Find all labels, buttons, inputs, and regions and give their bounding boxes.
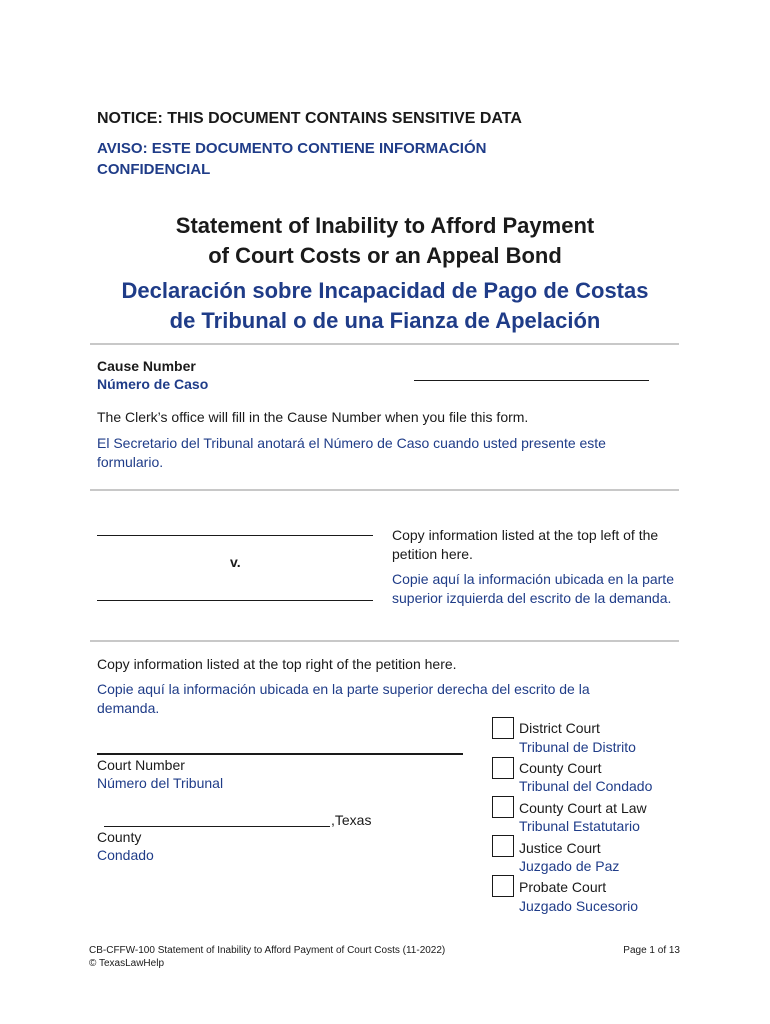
- versus-label: v.: [230, 554, 241, 570]
- section-divider: [90, 489, 679, 491]
- court-number-field[interactable]: [97, 753, 463, 755]
- title-spanish-line2: de Tribunal o de una Fianza de Apelación: [169, 308, 601, 333]
- parties-instruction: Copy information listed at the top left of the petition here.: [392, 527, 659, 562]
- county-label-spanish: Condado: [97, 847, 154, 863]
- justice-court-label-spanish: Juzgado de Paz: [519, 858, 620, 874]
- title-spanish-line1: Declaración sobre Incapacidad de Pago de Costas: [121, 278, 649, 303]
- probate-court-checkbox[interactable]: [492, 875, 514, 897]
- county-court-checkbox[interactable]: [492, 757, 514, 779]
- page-number: Page 1 of 13: [623, 945, 680, 956]
- parties-instruction-spanish: Copie aquí la información ubicada en la parte superior izquierda del escrito de la demanda.: [392, 571, 674, 606]
- texas-label: ,Texas: [331, 812, 372, 828]
- notice-spanish-line2: CONFIDENCIAL: [97, 161, 211, 178]
- respondent-name-field[interactable]: [97, 600, 373, 601]
- title-english: [0, 211, 770, 271]
- county-court-at-law-label: County Court at Law: [519, 800, 647, 816]
- cause-number-note-spanish: El Secretario del Tribunal anotará el Número de Caso cuando usted presente este formulario.: [97, 435, 606, 470]
- title-english-line1: Statement of Inability to Afford Payment: [175, 213, 595, 238]
- cause-number-label: Cause Number: [97, 358, 196, 374]
- copyright: © TexasLawHelp: [89, 958, 164, 969]
- notice-english: NOTICE: THIS DOCUMENT CONTAINS SENSITIVE DATA: [97, 110, 522, 127]
- notice-spanish-line1: AVISO: ESTE DOCUMENTO CONTIENE INFORMACIÓN: [97, 140, 487, 157]
- petitioner-name-field[interactable]: [97, 535, 373, 536]
- county-field[interactable]: [104, 826, 330, 827]
- district-court-checkbox[interactable]: [492, 717, 514, 739]
- court-instruction: Copy information listed at the top right of the petition here.: [97, 656, 457, 672]
- cause-number-note: The Clerk’s office will fill in the Cause Number when you file this form.: [97, 409, 529, 425]
- title-english-line2: of Court Costs or an Appeal Bond: [208, 243, 562, 268]
- district-court-label: District Court: [519, 720, 600, 736]
- district-court-label-spanish: Tribunal de Distrito: [519, 739, 636, 755]
- notice-spanish: [97, 138, 597, 180]
- county-court-label-spanish: Tribunal del Condado: [519, 778, 653, 794]
- county-court-at-law-label-spanish: Tribunal Estatutario: [519, 818, 640, 834]
- title-spanish: [0, 276, 770, 336]
- justice-court-checkbox[interactable]: [492, 835, 514, 857]
- probate-court-label: Probate Court: [519, 879, 607, 895]
- court-number-label-spanish: Número del Tribunal: [97, 775, 224, 791]
- probate-court-label-spanish: Juzgado Sucesorio: [519, 898, 639, 914]
- court-number-label: Court Number: [97, 757, 185, 773]
- form-identifier: CB-CFFW-100 Statement of Inability to Afford Payment of Court Costs (11-2022): [89, 945, 446, 956]
- section-divider: [90, 343, 679, 345]
- cause-number-label-spanish: Número de Caso: [97, 376, 209, 392]
- county-court-at-law-checkbox[interactable]: [492, 796, 514, 818]
- section-divider: [90, 640, 679, 642]
- county-label: County: [97, 829, 142, 845]
- county-court-label: County Court: [519, 760, 602, 776]
- court-instruction-spanish: Copie aquí la información ubicada en la parte superior derecha del escrito de la demanda.: [97, 681, 590, 716]
- justice-court-label: Justice Court: [519, 840, 601, 856]
- cause-number-field[interactable]: [414, 380, 649, 381]
